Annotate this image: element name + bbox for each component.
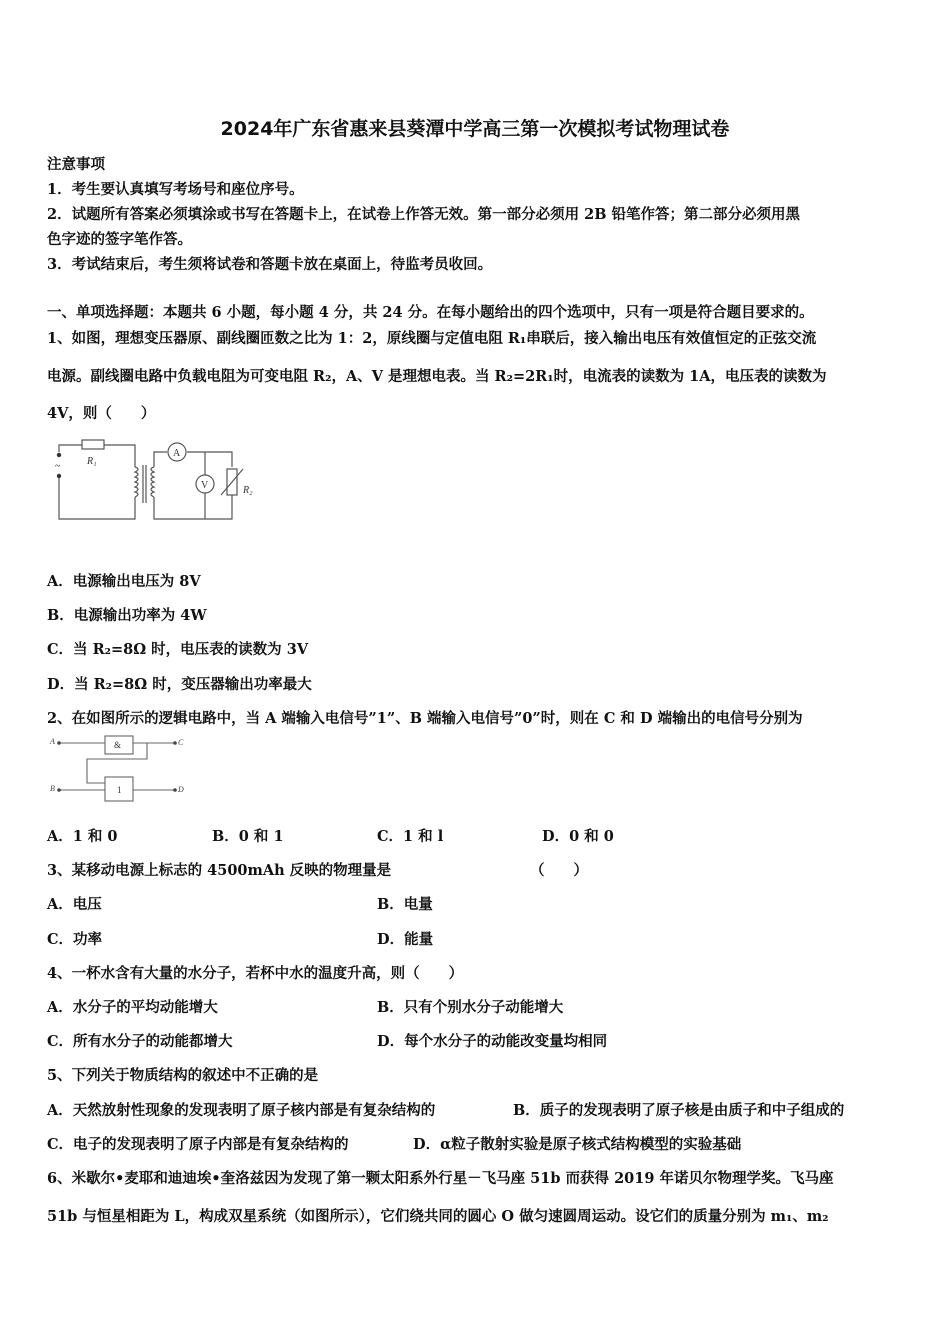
terminal (57, 474, 61, 478)
q3-option-c: C．功率 (47, 931, 103, 948)
input-a-label: A (50, 737, 55, 746)
transformer-circuit-figure (47, 437, 277, 527)
q4-option-a: A．水分子的平均动能增大 (47, 999, 218, 1016)
q5-option-c: C．电子的发现表明了原子内部是有复杂结构的 (47, 1136, 349, 1153)
q5-option-d: D．α粒子散射实验是原子核式结构模型的实验基础 (413, 1136, 742, 1153)
output-c-label: C (178, 738, 184, 747)
q3-option-a: A．电压 (47, 896, 102, 913)
question-4-stem: 4、一杯水含有大量的水分子，若杯中水的温度升高，则（ ） (47, 965, 464, 982)
notice-item: 2．试题所有答案必须填涂或书写在答题卡上，在试卷上作答无效。第一部分必须用 2B 铅笔作答；第二部分必须用黑 (47, 206, 801, 223)
q2-option-c: C．1 和 l (377, 828, 444, 845)
notice-item: 色字迹的签字笔作答。 (47, 231, 192, 248)
resistor-r1 (82, 440, 104, 449)
q4-option-c: C．所有水分子的动能都增大 (47, 1033, 233, 1050)
q1-option-c: C．当 R₂=8Ω 时，电压表的读数为 3V (47, 641, 309, 658)
q1-option-a: A．电源输出电压为 8V (47, 573, 201, 590)
q3-option-b: B．电量 (377, 896, 433, 913)
q2-option-a: A．1 和 0 (47, 828, 118, 845)
q1-option-d: D．当 R₂=8Ω 时，变压器输出功率最大 (47, 676, 312, 693)
question-1-line: 电源。副线圈电路中负载电阻为可变电阻 R₂，A、V 是理想电表。当 R₂=2R₁时，电流表的读数为 1A，电压表的读数为 (47, 368, 827, 385)
r2-label: R₂ (243, 485, 253, 496)
notice-item: 1．考生要认真填写考场号和座位序号。 (47, 181, 304, 198)
voltmeter-label: V (201, 480, 209, 491)
r1-label: R₁ (87, 456, 97, 467)
q4-option-b: B．只有个别水分子动能增大 (377, 999, 564, 1016)
question-1-line: 1、如图，理想变压器原、副线圈匝数之比为 1：2，原线圈与定值电阻 R₁串联后，接入输出电压有效值恒定的正弦交流 (47, 330, 817, 347)
q5-option-b: B．质子的发现表明了原子核是由质子和中子组成的 (513, 1102, 845, 1119)
question-6-line: 51b 与恒星相距为 L，构成双星系统（如图所示），它们绕共同的圆心 O 做匀速圆周运动。设它们的质量分别为 m₁、m₂ (47, 1208, 829, 1225)
question-1-line: 4V，则（ ） (47, 405, 156, 422)
q4-option-d: D．每个水分子的动能改变量均相同 (377, 1033, 608, 1050)
q5-option-a: A．天然放射性现象的发现表明了原子核内部是有复杂结构的 (47, 1102, 436, 1119)
answer-bracket: （ ） (530, 862, 588, 879)
question-2-stem: 2、在如图所示的逻辑电路中，当 A 端输入电信号”1”、B 端输入电信号”0”时，则在 C 和 D 端输出的电信号分别为 (47, 710, 803, 727)
notice-item: 3．考试结束后，考生须将试卷和答题卡放在桌面上，待监考员收回。 (47, 256, 493, 273)
ac-source-symbol: ~ (55, 461, 61, 472)
section-heading: 一、单项选择题：本题共 6 小题，每小题 4 分，共 24 分。在每小题给出的四个选项中，只有一项是符合题目要求的。 (47, 304, 814, 321)
terminal (57, 453, 61, 457)
q2-option-d: D．0 和 0 (542, 828, 614, 845)
question-3-stem: 3、某移动电源上标志的 4500mAh 反映的物理量是 (47, 862, 392, 879)
and-gate-label: & (114, 740, 122, 750)
primary-coil (135, 467, 138, 497)
question-5-stem: 5、下列关于物质结构的叙述中不正确的是 (47, 1067, 319, 1084)
notice-heading: 注意事项 (47, 156, 105, 173)
logic-circuit-figure (47, 733, 197, 807)
ammeter-label: A (173, 448, 181, 459)
question-6-line: 6、米歇尔•麦耶和迪迪埃•奎洛兹因为发现了第一颗太阳系外行星－飞马座 51b 而获得 2019 年诺贝尔物理学奖。飞马座 (47, 1170, 834, 1187)
secondary-coil (151, 467, 154, 497)
q1-option-b: B．电源输出功率为 4W (47, 607, 207, 624)
or-gate-label: 1 (117, 785, 122, 795)
output-d-label: D (178, 785, 184, 794)
q2-option-b: B．0 和 1 (212, 828, 284, 845)
input-b-label: B (50, 784, 55, 793)
q3-option-d: D．能量 (377, 931, 434, 948)
page-title: 2024年广东省惠来县葵潭中学高三第一次模拟考试物理试卷 (220, 118, 730, 140)
